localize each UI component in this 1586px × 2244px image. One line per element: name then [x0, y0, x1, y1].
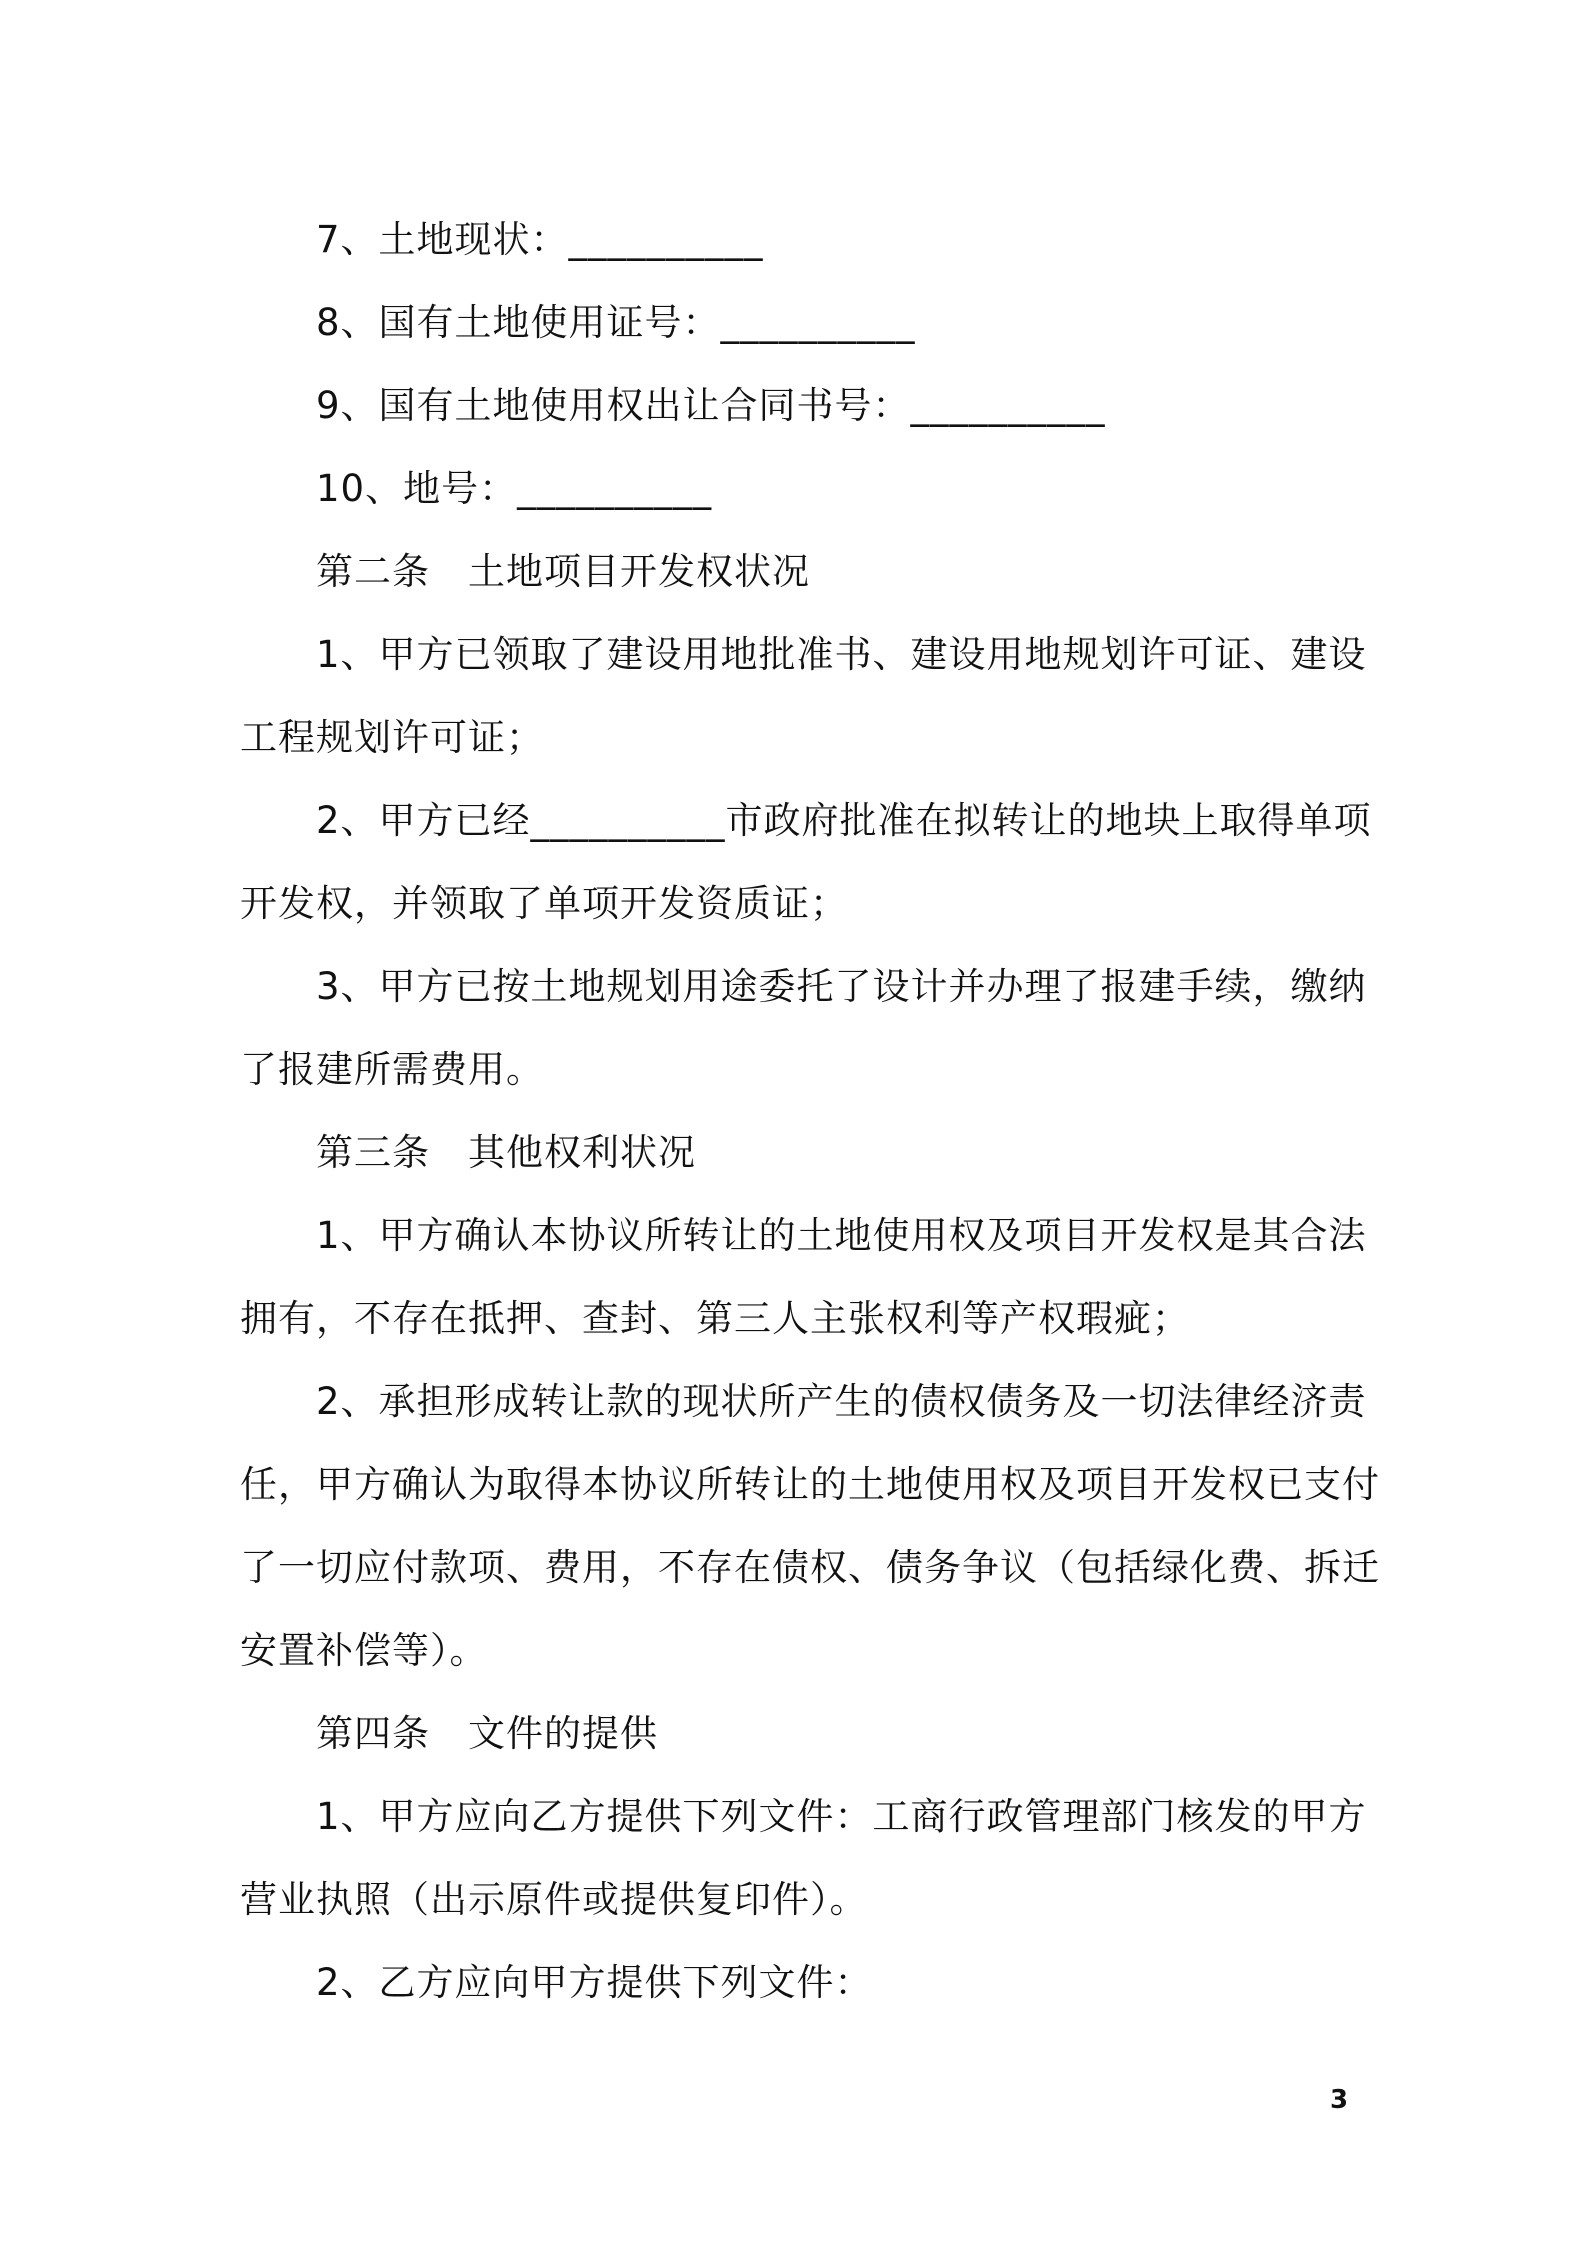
article-2-para-2-line-2: 开发权，并领取了单项开发资质证；	[240, 882, 848, 925]
article-2-heading	[240, 530, 1360, 613]
item-land-status: 7、土地现状：__________	[316, 218, 764, 261]
article-4-title: 文件的提供	[468, 1712, 658, 1755]
article-2-title: 土地项目开发权状况	[468, 550, 810, 593]
article-3-heading	[240, 1111, 1360, 1194]
article-3-title: 其他权利状况	[468, 1131, 696, 1174]
page-number: 3	[1330, 2085, 1349, 2115]
document-body	[240, 198, 1380, 2024]
article-4-para-1-line-2: 营业执照（出示原件或提供复印件）。	[240, 1878, 868, 1921]
article-3-para-2-line-2: 任，甲方确认为取得本协议所转让的土地使用权及项目开发权已支付	[240, 1463, 1380, 1506]
article-2-para-1-line-2: 工程规划许可证；	[240, 716, 544, 759]
article-3-para-2-line-3: 了一切应付款项、费用，不存在债权、债务争议（包括绿化费、拆迁	[240, 1546, 1380, 1589]
article-4-para-2-line-1: 2、乙方应向甲方提供下列文件：	[316, 1961, 873, 2004]
article-4-para-1-line-1: 1、甲方应向乙方提供下列文件：工商行政管理部门核发的甲方	[316, 1795, 1367, 1838]
article-2-para-1-line-1: 1、甲方已领取了建设用地批准书、建设用地规划许可证、建设	[316, 633, 1367, 676]
item-lot-number: 10、地号：__________	[316, 467, 713, 510]
item-transfer-contract-number: 9、国有土地使用权出让合同书号：__________	[316, 384, 1106, 427]
article-4-label: 第四条	[316, 1712, 430, 1755]
article-2-para-3-line-1: 3、甲方已按土地规划用途委托了设计并办理了报建手续，缴纳	[316, 965, 1367, 1008]
article-3-para-1-line-2: 拥有，不存在抵押、查封、第三人主张权利等产权瑕疵；	[240, 1297, 1190, 1340]
article-2-para-3-line-2: 了报建所需费用。	[240, 1048, 544, 1091]
item-land-certificate-number: 8、国有土地使用证号：__________	[316, 301, 916, 344]
article-2-para-2-line-1: 2、甲方已经__________市政府批准在拟转让的地块上取得单项	[316, 799, 1372, 842]
article-3-para-2-line-1: 2、承担形成转让款的现状所产生的债权债务及一切法律经济责	[316, 1380, 1367, 1423]
article-3-label: 第三条	[316, 1131, 430, 1174]
article-3-para-1-line-1: 1、甲方确认本协议所转让的土地使用权及项目开发权是其合法	[316, 1214, 1367, 1257]
article-2-label: 第二条	[316, 550, 430, 593]
article-3-para-2-line-4: 安置补偿等）。	[240, 1629, 488, 1672]
article-4-heading	[240, 1692, 1360, 1775]
